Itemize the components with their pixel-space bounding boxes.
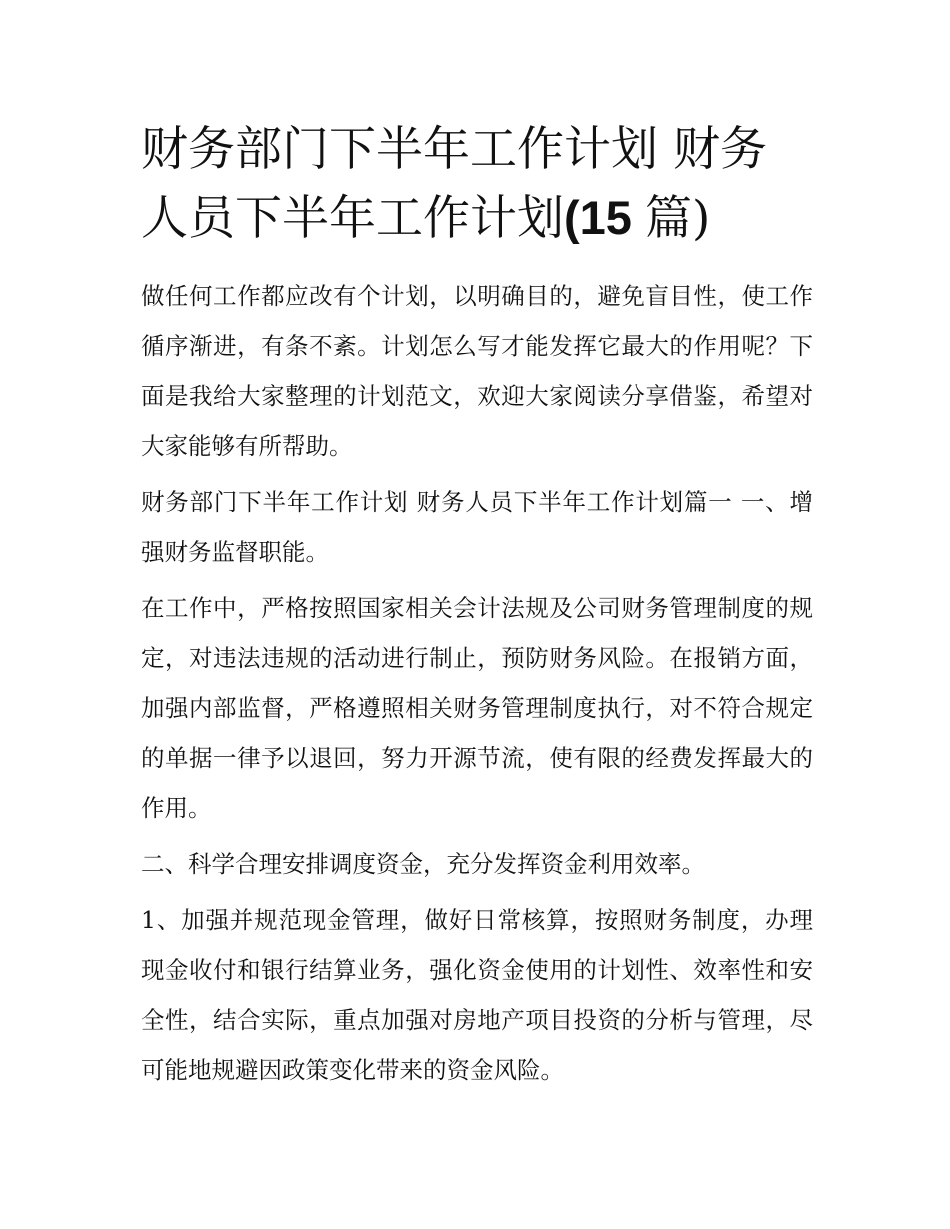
body-paragraph: 在工作中，严格按照国家相关会计法规及公司财务管理制度的规定，对违法违规的活动进行制止，预防财务风险。在报销方面，加强内部监督，严格遵照相关财务管理制度执行，对不符合规定的单据一律予以退回，努力开源节流，使有限的经费发挥最大的作用。 bbox=[141, 594, 813, 822]
title-suffix: 篇) bbox=[645, 191, 711, 246]
section-heading: 财务部门下半年工作计划 财务人员下半年工作计划篇一 一、增强财务监督职能。 bbox=[141, 488, 813, 566]
title-count: (15 bbox=[564, 191, 645, 244]
document-page bbox=[141, 116, 813, 1101]
intro-paragraph: 做任何工作都应改有个计划，以明确目的，避免盲目性，使工作循序渐进，有条不紊。计划怎么写才能发挥它最大的作用呢？下面是我给大家整理的计划范文，欢迎大家阅读分享借鉴，希望对大家能够有所帮助。 bbox=[141, 282, 813, 460]
body-paragraph: 1、加强并规范现金管理，做好日常核算，按照财务制度，办理现金收付和银行结算业务，强化资金使用的计划性、效率性和安全性，结合实际，重点加强对房地产项目投资的分析与管理，尽可能地规避因政策变化带来的资金风险。 bbox=[141, 906, 813, 1084]
document-title bbox=[141, 116, 813, 253]
section-heading: 二、科学合理安排调度资金，充分发挥资金利用效率。 bbox=[141, 850, 705, 878]
title-text: 财务部门下半年工作计划 财务人员下半年工作计划 bbox=[141, 122, 767, 246]
